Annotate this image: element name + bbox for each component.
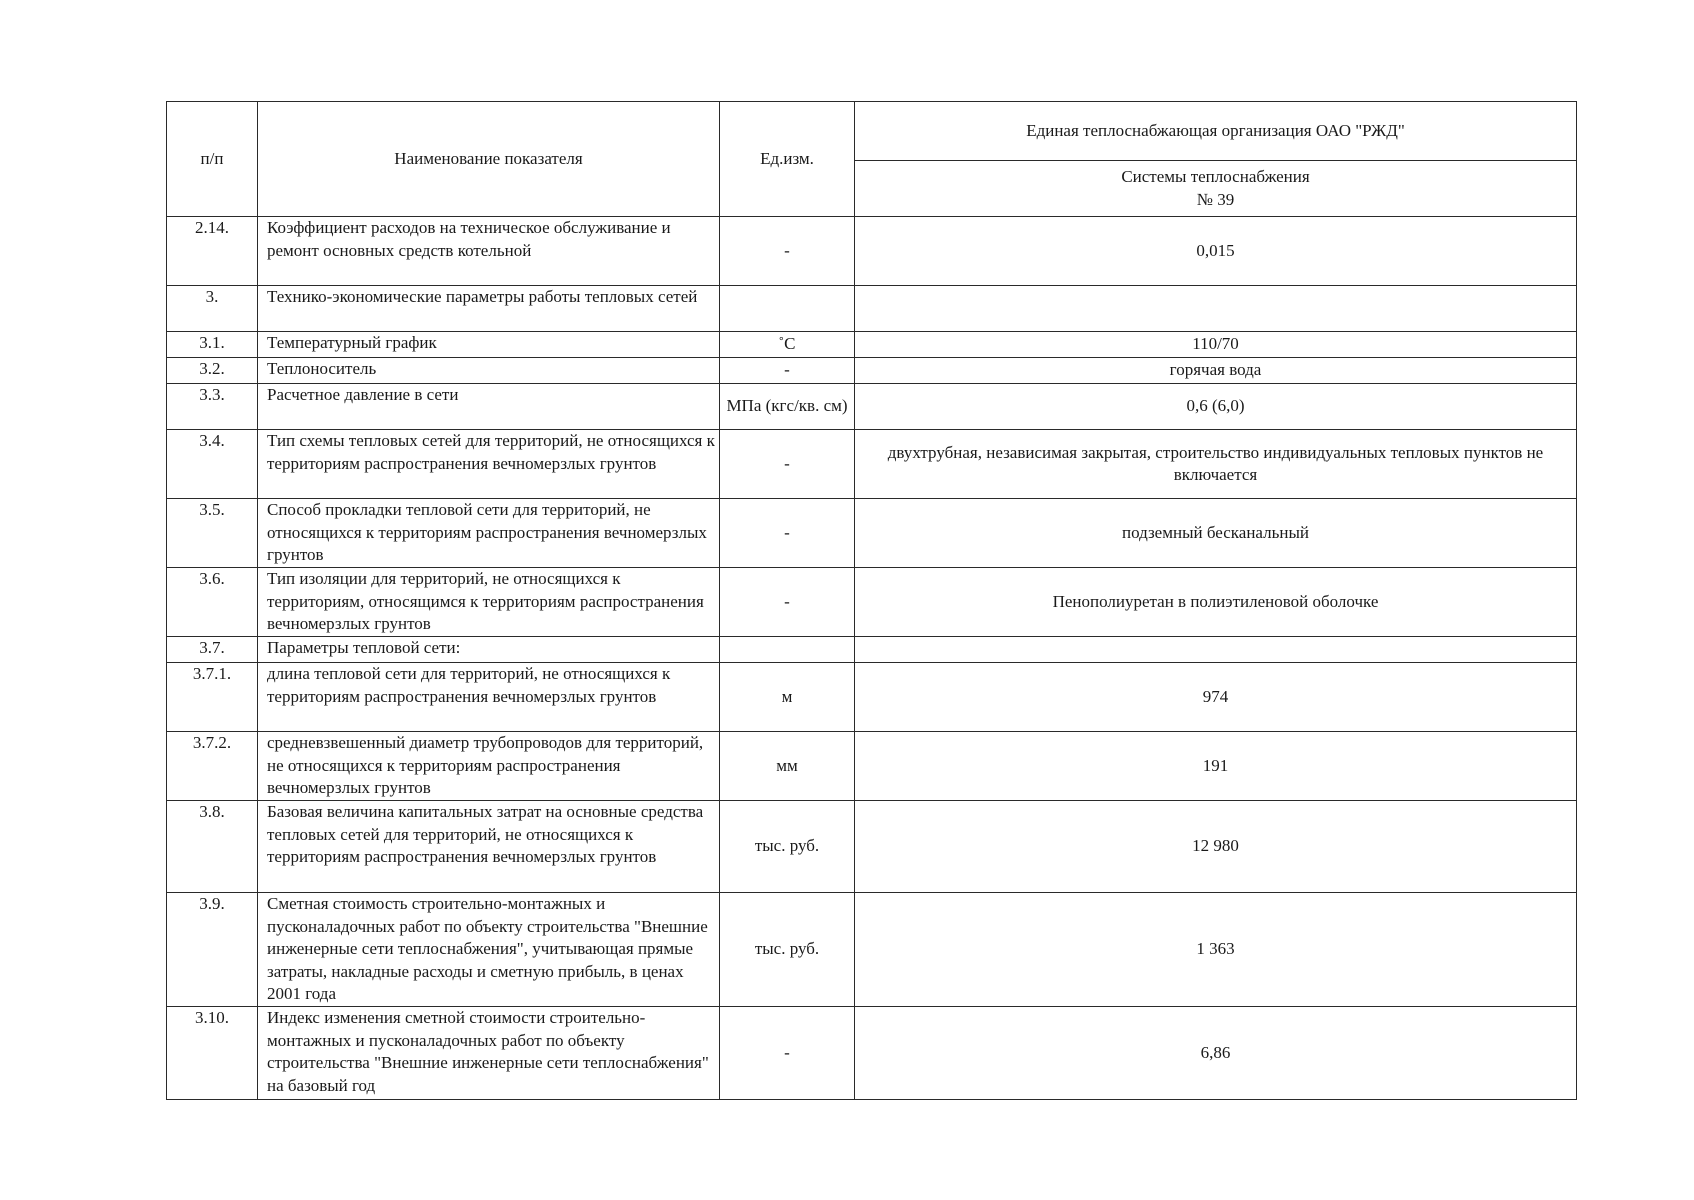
row-num: 3.7.1. — [167, 663, 258, 732]
header-system-number: № 39 — [1196, 189, 1235, 209]
row-value: Пенополиуретан в полиэтиленовой оболочке — [855, 568, 1577, 637]
header-row — [167, 102, 1577, 161]
header-num: п/п — [167, 102, 258, 217]
table-row — [167, 499, 1577, 568]
table-row — [167, 568, 1577, 637]
row-value: 191 — [855, 732, 1577, 801]
row-unit: - — [720, 499, 855, 568]
row-num: 3.9. — [167, 893, 258, 1007]
row-unit: - — [720, 430, 855, 499]
row-value: горячая вода — [855, 358, 1577, 384]
row-name: Технико-экономические параметры работы тепловых сетей — [258, 286, 720, 332]
row-name: Температурный график — [258, 332, 720, 358]
row-value: 1 363 — [855, 893, 1577, 1007]
row-value — [855, 286, 1577, 332]
row-unit: тыс. руб. — [720, 801, 855, 893]
table-row — [167, 732, 1577, 801]
row-unit: мм — [720, 732, 855, 801]
header-system-title: Системы теплоснабжения — [1121, 167, 1310, 186]
row-name: Тип схемы тепловых сетей для территорий, не относящихся к территориям распространения вечномерзлых грунтов — [258, 430, 720, 499]
header-unit: Ед.изм. — [720, 102, 855, 217]
row-value: 6,86 — [855, 1007, 1577, 1100]
row-value — [855, 637, 1577, 663]
row-num: 3.8. — [167, 801, 258, 893]
row-unit: м — [720, 663, 855, 732]
row-unit: ˚C — [720, 332, 855, 358]
table-row — [167, 358, 1577, 384]
row-name: Параметры тепловой сети: — [258, 637, 720, 663]
row-name: Базовая величина капитальных затрат на основные средства тепловых сетей для территорий, не относящихся к территориям распространения вечномерзлых грунтов — [258, 801, 720, 893]
row-unit — [720, 637, 855, 663]
row-unit: - — [720, 358, 855, 384]
row-value: 0,6 (6,0) — [855, 384, 1577, 430]
row-name: Сметная стоимость строительно-монтажных и пусконаладочных работ по объекту строительства "Внешние инженерные сети теплоснабжения", учитывающая прямые затраты, накладные расходы и сметную прибыль, в ценах 2001 года — [258, 893, 720, 1007]
row-value: 110/70 — [855, 332, 1577, 358]
table-row — [167, 384, 1577, 430]
row-num: 3.2. — [167, 358, 258, 384]
row-num: 3. — [167, 286, 258, 332]
section-row — [167, 286, 1577, 332]
row-num: 2.14. — [167, 217, 258, 286]
indicator-table — [166, 101, 1577, 1100]
table-row — [167, 430, 1577, 499]
table-row — [167, 801, 1577, 893]
row-value: подземный бесканальный — [855, 499, 1577, 568]
table-row — [167, 893, 1577, 1007]
header-organization: Единая теплоснабжающая организация ОАО "РЖД" — [855, 102, 1577, 161]
row-value: 974 — [855, 663, 1577, 732]
row-name: Расчетное давление в сети — [258, 384, 720, 430]
header-name: Наименование показателя — [258, 102, 720, 217]
row-value: двухтрубная, независимая закрытая, строительство индивидуальных тепловых пунктов не включается — [855, 430, 1577, 499]
row-unit — [720, 286, 855, 332]
row-num: 3.7. — [167, 637, 258, 663]
row-value: 0,015 — [855, 217, 1577, 286]
row-num: 3.4. — [167, 430, 258, 499]
row-name: Теплоноситель — [258, 358, 720, 384]
row-unit: - — [720, 568, 855, 637]
table-row — [167, 637, 1577, 663]
row-value: 12 980 — [855, 801, 1577, 893]
table-row — [167, 1007, 1577, 1100]
table-row — [167, 332, 1577, 358]
row-name: Тип изоляции для территорий, не относящихся к территориям, относящимся к территориям распространения вечномерзлых грунтов — [258, 568, 720, 637]
row-num: 3.6. — [167, 568, 258, 637]
row-num: 3.1. — [167, 332, 258, 358]
row-unit: - — [720, 217, 855, 286]
row-num: 3.5. — [167, 499, 258, 568]
row-num: 3.7.2. — [167, 732, 258, 801]
row-name: Коэффициент расходов на техническое обслуживание и ремонт основных средств котельной — [258, 217, 720, 286]
row-num: 3.10. — [167, 1007, 258, 1100]
row-unit: - — [720, 1007, 855, 1100]
row-unit: тыс. руб. — [720, 893, 855, 1007]
row-name: длина тепловой сети для территорий, не относящихся к территориям распространения вечномерзлых грунтов — [258, 663, 720, 732]
row-name: Способ прокладки тепловой сети для территорий, не относящихся к территориям распространения вечномерзлых грунтов — [258, 499, 720, 568]
row-unit: МПа (кгс/кв. см) — [720, 384, 855, 430]
table-row — [167, 217, 1577, 286]
row-name: средневзвешенный диаметр трубопроводов для территорий, не относящихся к территориям распространения вечномерзлых грунтов — [258, 732, 720, 801]
table-row — [167, 663, 1577, 732]
row-name: Индекс изменения сметной стоимости строительно-монтажных и пусконаладочных работ по объекту строительства "Внешние инженерные сети теплоснабжения" на базовый год — [258, 1007, 720, 1100]
header-system — [855, 161, 1577, 217]
row-num: 3.3. — [167, 384, 258, 430]
